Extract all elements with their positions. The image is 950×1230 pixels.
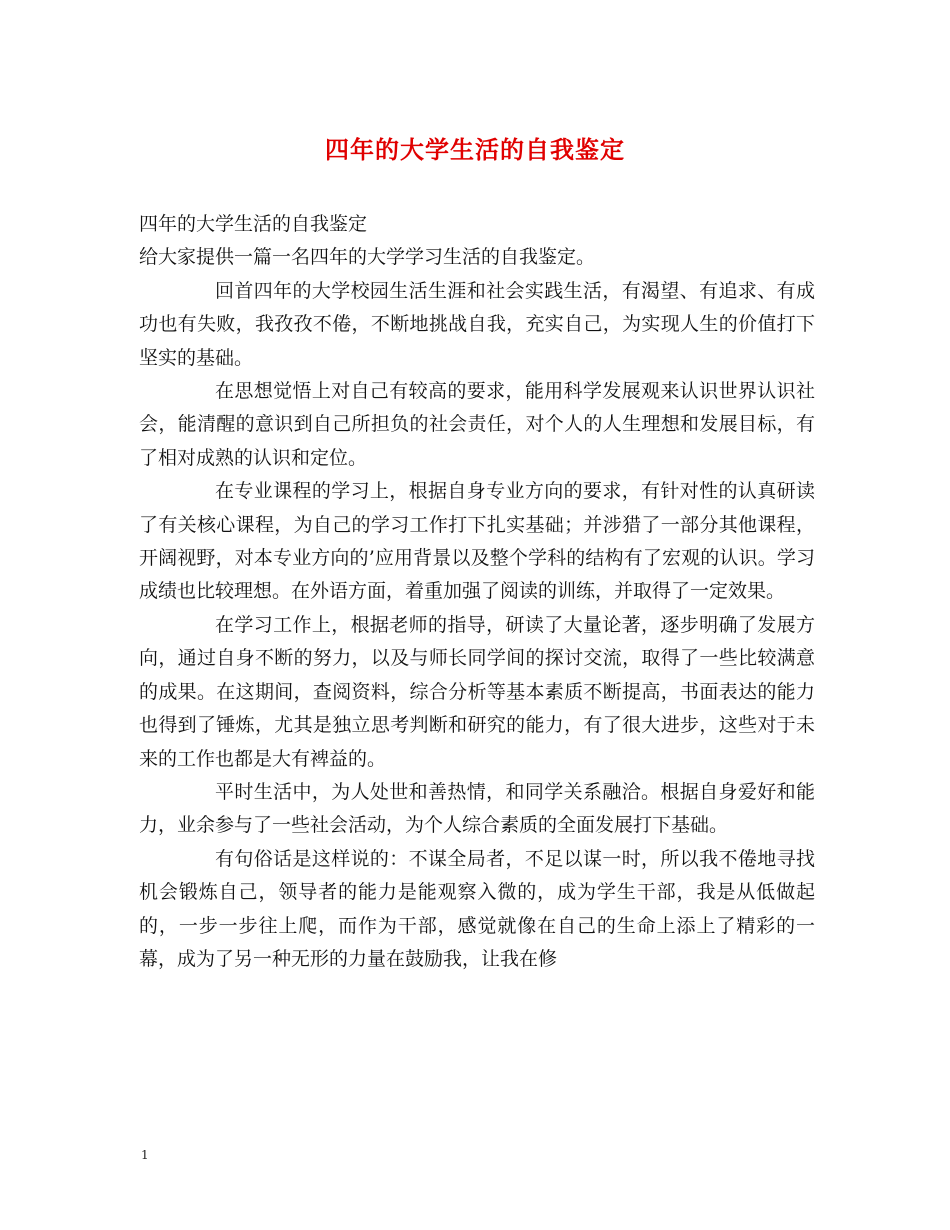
- paragraph: 有句俗话是这样说的：不谋全局者，不足以谋一时，所以我不倦地寻找机会锻炼自己，领导者的能力是能观察入微的，成为学生干部，我是从低做起的，一步一步往上爬，而作为干部，感觉就像在自己的生命上添上了精彩的一幕，成为了另一种无形的力量在鼓励我，让我在修: [139, 847, 815, 970]
- document-title: 四年的大学生活的自我鉴定: [325, 135, 625, 164]
- paragraph: 平时生活中，为人处世和善热情，和同学关系融洽。根据自身爱好和能力，业余参与了一些社会活动，为个人综合素质的全面发展打下基础。: [139, 780, 815, 837]
- document-body: [139, 208, 815, 976]
- paragraph: 回首四年的大学校园生活生涯和社会实践生活，有渴望、有追求、有成功也有失败，我孜孜不倦，不断地挑战自我，充实自己，为实现人生的价值打下坚实的基础。: [139, 279, 815, 369]
- page-number: 1: [141, 1148, 149, 1162]
- paragraph: 在思想觉悟上对自己有较高的要求，能用科学发展观来认识世界认识社会，能清醒的意识到自己所担负的社会责任，对个人的人生理想和发展目标，有了相对成熟的认识和定位。: [139, 380, 815, 469]
- intro-line: 给大家提供一篇一名四年的大学学习生活的自我鉴定。: [139, 246, 596, 269]
- paragraph: 在专业课程的学习上，根据自身专业方向的要求，有针对性的认真研读了有关核心课程，为自己的学习工作打下扎实基础；并涉猎了一部分其他课程，开阔视野，对本专业方向的’应用背景以及整个学科的结构有了宏观的认识。学习成绩也比较理想。在外语方面，着重加强了阅读的训练，并取得了一定效果。: [139, 480, 815, 603]
- paragraph: 在学习工作上，根据老师的指导，研读了大量论著，逐步明确了发展方向，通过自身不断的努力，以及与师长同学间的探讨交流，取得了一些比较满意的成果。在这期间，查阅资料，综合分析等基本素质不断提高，书面表达的能力也得到了锤炼，尤其是独立思考判断和研究的能力，有了很大进步，这些对于未来的工作也都是大有裨益的。: [139, 613, 815, 770]
- heading-line: 四年的大学生活的自我鉴定: [139, 213, 368, 235]
